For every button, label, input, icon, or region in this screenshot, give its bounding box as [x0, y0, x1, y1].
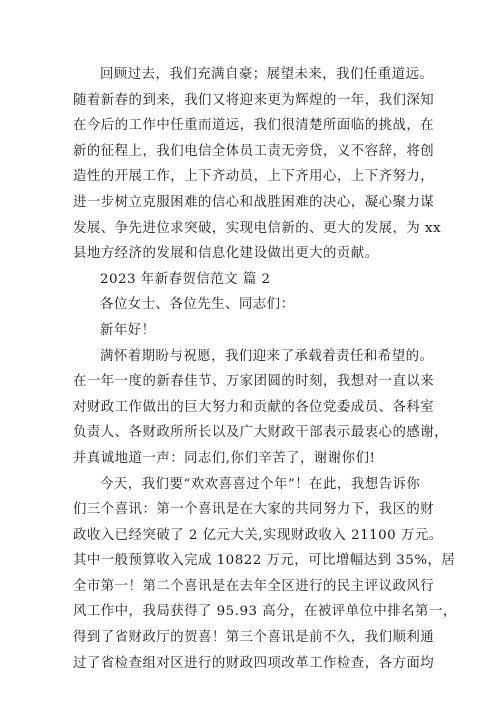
- section-title: 2023 年新春贺信范文 篇 2: [100, 271, 271, 287]
- paragraph-review: [73, 62, 442, 267]
- text-line: 其中一般预算收入完成 10822 万元，可比增幅达到 35%，居: [73, 553, 456, 569]
- paragraph-thanks: [73, 344, 449, 472]
- document-body: [73, 62, 457, 676]
- text-line: 满怀着期盼与祝愿，我们迎来了承载着责任和希望的。: [100, 348, 434, 364]
- text-line: 发展、争先进位求突破，实现电信新的、更大的发展，为 xx: [73, 220, 442, 236]
- greeting-line: 新年好！: [100, 322, 156, 338]
- paragraph-good-news: [73, 472, 457, 677]
- salutation-line: 各位女士、各位先生、同志们：: [100, 297, 295, 313]
- text-line: 今天，我们要“欢欢喜喜过个年”！在此，我想告诉你: [100, 476, 421, 492]
- greeting: [73, 318, 433, 344]
- text-line: 政收入已经突破了 2 亿元大关,实现财政收入 21100 万元。: [73, 527, 443, 543]
- text-line: 并真诚地道一声：同志们,你们辛苦了，谢谢你们!: [73, 450, 376, 466]
- salutation: [73, 292, 433, 318]
- text-line: 对财政工作做出的巨大努力和贡献的各位党委成员、各科室: [73, 399, 435, 415]
- text-line: 过了省检查组对区进行的财政四项改革工作检查，各方面均: [73, 655, 435, 671]
- text-line: 造性的开展工作，上下齐动员，上下齐用心，上下齐努力，: [73, 169, 435, 185]
- text-line: 得到了省财政厅的贺喜！第三个喜讯是前不久，我们顺利通: [73, 630, 435, 646]
- text-line: 进一步树立克服困难的信心和战胜困难的决心，凝心聚力谋: [73, 194, 435, 210]
- text-line: 回顾过去，我们充满自豪；展望未来，我们任重道远。: [100, 67, 434, 82]
- text-line: 新的征程上，我们电信全体员工责无旁贷，义不容辞，将创: [73, 143, 435, 159]
- text-line: 在一年一度的新春佳节、万家团圆的时刻，我想对一直以来: [73, 374, 435, 390]
- text-line: 负责人、各财政所所长以及广大财政干部表示最衷心的感谢，: [73, 425, 449, 441]
- text-line: 随着新春的到来，我们又将迎来更为辉煌的一年，我们深知: [73, 92, 435, 108]
- text-line: 全市第一！第二个喜讯是在去年全区进行的民主评议政风行: [73, 578, 435, 594]
- text-line: 风工作中，我局获得了 95.93 高分，在被评单位中排名第一，: [73, 604, 457, 620]
- text-line: 在今后的工作中任重而道远，我们很清楚所面临的挑战，在: [73, 118, 435, 134]
- section-heading: [73, 267, 433, 293]
- text-line: 们三个喜讯：第一个喜讯是在大家的共同努力下，我区的财: [73, 502, 435, 518]
- text-line: 县地方经济的发展和信息化建设做出更大的贡献。: [73, 246, 379, 262]
